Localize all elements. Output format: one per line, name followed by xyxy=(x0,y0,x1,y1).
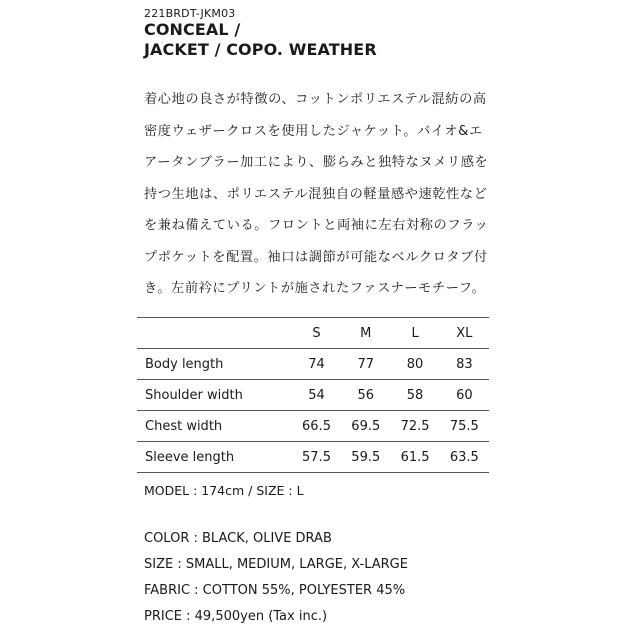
size-table xyxy=(137,317,489,473)
size-header-l: L xyxy=(390,318,439,349)
product-specs xyxy=(144,526,408,630)
table-cell: 77 xyxy=(341,349,390,380)
spec-size: SIZE : SMALL, MEDIUM, LARGE, X-LARGE xyxy=(144,557,408,572)
table-cell: 83 xyxy=(440,349,489,380)
table-cell: 57.5 xyxy=(292,442,341,473)
table-cell: 66.5 xyxy=(292,411,341,442)
size-header-m: M xyxy=(341,318,390,349)
size-table-header-row xyxy=(137,318,489,349)
description-line: 密度ウェザークロスを使用したジャケット。バイオ&エ xyxy=(144,123,483,139)
table-cell: 56 xyxy=(341,380,390,411)
table-cell: 75.5 xyxy=(440,411,489,442)
table-row xyxy=(137,380,489,411)
model-info: MODEL : 174cm / SIZE : L xyxy=(144,483,304,498)
table-cell: 80 xyxy=(390,349,439,380)
row-label: Body length xyxy=(137,349,292,380)
table-cell: 60 xyxy=(440,380,489,411)
product-title-line-2: JACKET / COPO. WEATHER xyxy=(144,40,377,59)
spec-price: PRICE : 49,500yen (Tax inc.) xyxy=(144,609,328,624)
row-label: Sleeve length xyxy=(137,442,292,473)
table-row xyxy=(137,411,489,442)
description-line: 着心地の良さが特徴の、コットンポリエステル混紡の高 xyxy=(144,92,487,107)
size-header-xl: XL xyxy=(440,318,489,349)
product-title xyxy=(144,20,377,60)
product-description xyxy=(144,84,514,305)
table-cell: 72.5 xyxy=(390,411,439,442)
description-line: を兼ね備えている。フロントと両袖に左右対称のフラッ xyxy=(144,218,489,233)
row-label: Chest width xyxy=(137,411,292,442)
row-label: Shoulder width xyxy=(137,380,292,411)
table-cell: 61.5 xyxy=(390,442,439,473)
product-title-line-1: CONCEAL / xyxy=(144,20,241,39)
table-row xyxy=(137,349,489,380)
size-table-corner xyxy=(137,318,292,349)
spec-color: COLOR : BLACK, OLIVE DRAB xyxy=(144,531,332,546)
table-cell: 59.5 xyxy=(341,442,390,473)
table-cell: 69.5 xyxy=(341,411,390,442)
table-cell: 74 xyxy=(292,349,341,380)
table-cell: 58 xyxy=(390,380,439,411)
spec-fabric: FABRIC : COTTON 55%, POLYESTER 45% xyxy=(144,583,406,598)
product-code: 221BRDT-JKM03 xyxy=(144,7,236,20)
table-row xyxy=(137,442,489,473)
description-line: 持つ生地は、ポリエステル混独自の軽量感や速乾性など xyxy=(144,186,488,202)
description-line: プポケットを配置。袖口は調節が可能なベルクロタブ付 xyxy=(144,249,488,265)
table-cell: 54 xyxy=(292,380,341,411)
size-header-s: S xyxy=(292,318,341,349)
description-line: き。左前衿にプリントが施されたファスナーモチーフ。 xyxy=(144,281,486,296)
table-cell: 63.5 xyxy=(440,442,489,473)
description-line: アータンブラー加工により、膨らみと独特なヌメリ感を xyxy=(144,155,489,170)
